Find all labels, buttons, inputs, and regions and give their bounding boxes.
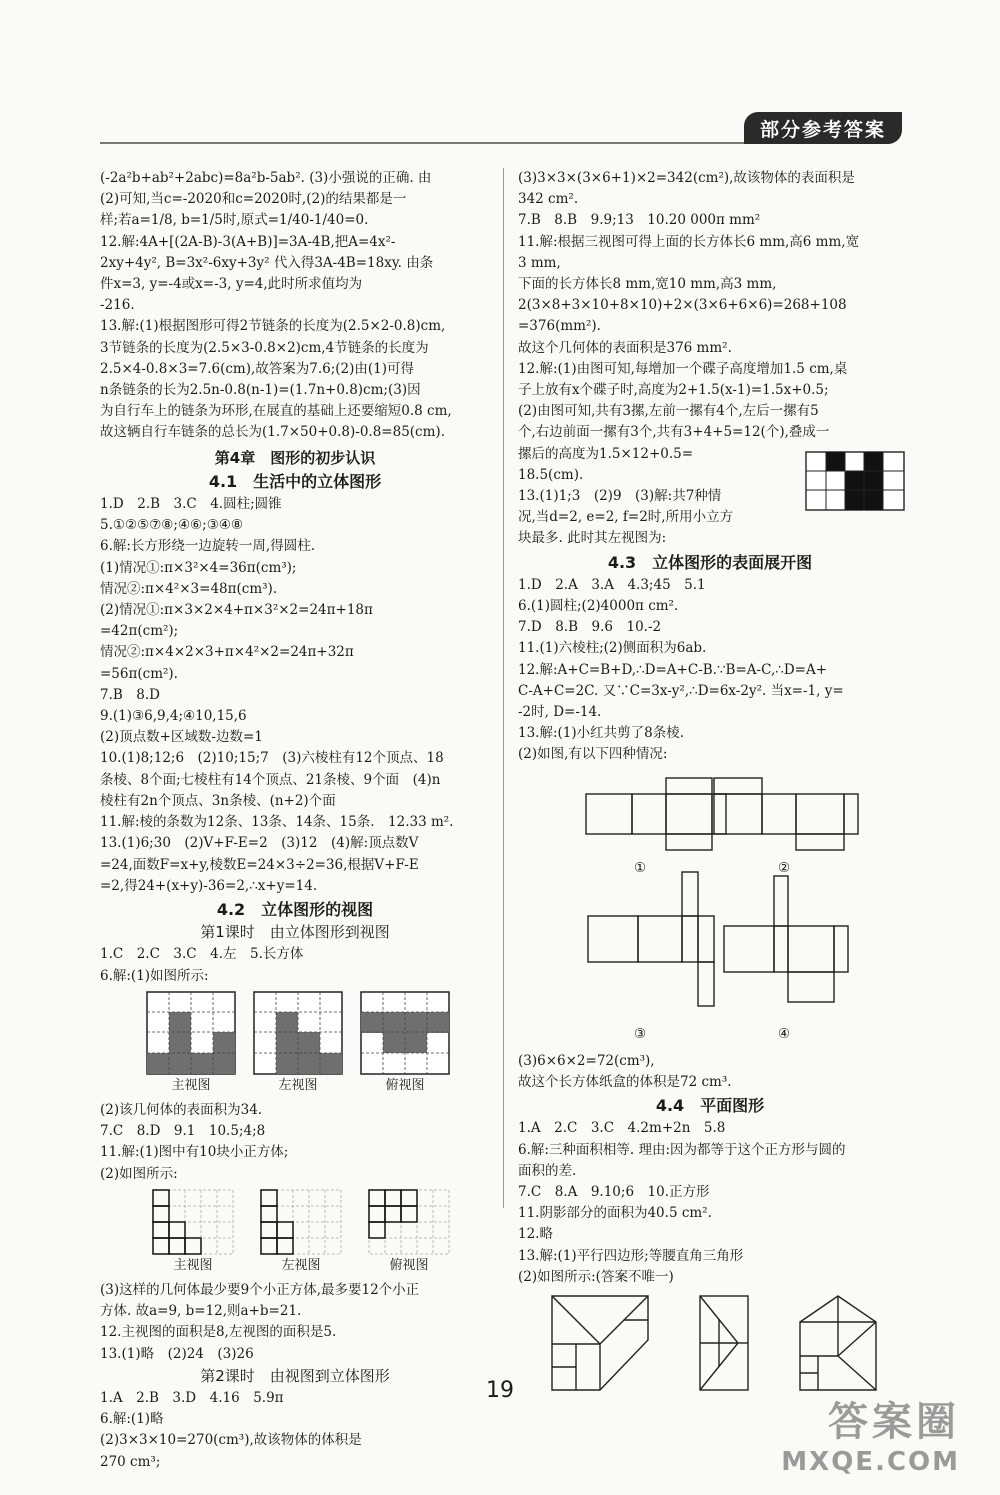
text-line: 1.D 2.B 3.C 4.圆柱;圆锥 (100, 496, 282, 513)
watermark (781, 1390, 960, 1477)
text-line: 7.C 8.A 9.10;6 10.正方形 (518, 1183, 710, 1200)
text-line: 342 cm². (518, 191, 579, 208)
left-view-figure-2 (260, 1189, 342, 1276)
text-line: 情况②:π×4²×3=48π(cm³). (100, 580, 278, 597)
text-line: 棱柱有2n个顶点、3n条棱、(n+2)个面 (100, 792, 336, 809)
text-line: 2.5×4-0.8×3=7.6(cm),故答案为7.6;(2)由(1)可得 (100, 360, 415, 377)
top-view-figure (360, 991, 450, 1096)
text-line: (1)情况①:π×3²×4=36π(cm³); (100, 559, 297, 576)
text-line: 1.A 2.B 3.D 4.16 5.9π (100, 1389, 284, 1406)
header-rule (100, 142, 745, 144)
text-line: n条链条的长为2.5n-0.8(n-1)=(1.7n+0.8)cm;(3)因 (100, 382, 421, 399)
text-line: 2xy+4y², B=3x²-6xy+3y² 代入得3A-4B=18xy. 由条 (100, 254, 434, 271)
net-label-3: ③ (634, 1025, 647, 1042)
text-line: 个,右边前面一摞有3个,共有3+4+5=12(个),叠成一 (518, 424, 830, 441)
nets-drawing (518, 766, 902, 1051)
watermark-logo: 答案圈 (828, 1399, 960, 1445)
top-view-caption: 俯视图 (385, 1077, 425, 1093)
text-line: =2,得24+(x+y)-36=2,∴x+y=14. (100, 877, 318, 894)
text-line: (2)如图所示:(答案不唯一) (518, 1268, 674, 1285)
text-line: 故这辆自行车链条的总长为(1.7×50+0.8)-0.8=85(cm). (100, 424, 445, 441)
text-line: 故这个长方体纸盒的体积是72 cm³. (518, 1073, 732, 1090)
left-view-answer-figure (805, 451, 905, 515)
top-view-caption-2: 俯视图 (389, 1257, 429, 1273)
text-line: (3)6×6×2=72(cm³), (518, 1052, 655, 1069)
text-line: 6.解:长方形绕一边旋转一周,得圆柱. (100, 538, 316, 555)
text-line: 6.(1)圆柱;(2)4000π cm². (518, 598, 679, 615)
text-line: 13.(1)6;30 (2)V+F-E=2 (3)12 (4)解:顶点数V (100, 835, 419, 852)
text-line: 下面的长方体长8 mm,宽10 mm,高3 mm, (518, 276, 777, 293)
text-line: (2)如图所示: (100, 1165, 178, 1182)
text-line: 7.B 8.B 9.9;13 10.20 000π mm² (518, 212, 761, 229)
left-view-caption: 左视图 (278, 1077, 318, 1093)
top-view-grid (360, 991, 450, 1075)
text-line: =56π(cm²). (100, 665, 178, 682)
text-line: 摞后的高度为1.5×12+0.5= (518, 445, 694, 462)
text-line: =376(mm²). (518, 318, 601, 335)
text-line: (2)如图,有以下四种情况: (518, 746, 668, 763)
front-view-figure (146, 991, 236, 1096)
text-line: 件x=3, y=-4或x=-3, y=4,此时所求值均为 (100, 276, 363, 293)
text-line: =42π(cm²); (100, 623, 179, 640)
text-line: (3)3×3×(3×6+1)×2=342(cm²),故该物体的表面积是 (518, 170, 855, 186)
text-line: 3 mm, (518, 254, 561, 271)
page-number: 19 (486, 1378, 514, 1403)
text-line: (2)由图可知,共有3摞,左前一摞有4个,左后一摞有5 (518, 403, 819, 420)
left-view-grid-2 (260, 1189, 342, 1255)
text-line: 11.阴影部分的面积为40.5 cm². (518, 1205, 712, 1222)
lesson-title-1: 第1课时 由立体图形到视图 (200, 923, 390, 942)
text-line: 12.主视图的面积是8,左视图的面积是5. (100, 1324, 337, 1341)
text-line: 11.(1)六棱柱;(2)侧面积为6ab. (518, 640, 707, 657)
chapter-title: 第4章 图形的初步认识 (214, 448, 376, 467)
text-line: (2)可知,当c=-2020和c=2020时,(2)的结果都是一 (100, 191, 407, 208)
text-line: 13.(1)1;3 (2)9 (3)解:共7种情 (518, 488, 722, 505)
section-title-4-4: 4.4 平面图形 (655, 1096, 765, 1116)
text-line: 1.C 2.C 3.C 4.左 5.长方体 (100, 946, 304, 963)
text-line: (2)3×3×10=270(cm³),故该物体的体积是 (100, 1432, 362, 1449)
front-view-figure-2 (152, 1189, 234, 1276)
top-view-figure-2 (368, 1189, 450, 1276)
text-line: 18.5(cm). (518, 466, 584, 483)
text-line: 12.略 (518, 1226, 553, 1243)
text-line: (3)这样的几何体最少要9个小正方体,最多要12个小正 (100, 1281, 420, 1298)
front-view-caption-2: 主视图 (173, 1257, 213, 1273)
text-line: 块最多. 此时其左视图为: (518, 530, 667, 547)
views-figure-2 (100, 1189, 490, 1276)
left-view-caption-2: 左视图 (281, 1257, 321, 1273)
section-title-4-3: 4.3 立体图形的表面展开图 (607, 552, 813, 572)
left-column (100, 168, 490, 1473)
text-line: 面积的差. (518, 1162, 577, 1179)
text-line: 12.解:A+C=B+D,∴D=A+C-B.∵B=A-C,∴D=A+ (518, 661, 828, 678)
text-line: 11.解:根据三视图可得上面的长方体长6 mm,高6 mm,宽 (518, 233, 860, 250)
left-view-grid (253, 991, 343, 1075)
text-line: 6.解:(1)如图所示: (100, 967, 209, 984)
net-label-1: ① (634, 859, 647, 876)
text-line: 条棱、8个面;七棱柱有14个顶点、21条棱、9个面 (4)n (100, 771, 441, 788)
text-line: 9.(1)③6,9,4;④10,15,6 (100, 708, 247, 725)
text-line: -216. (100, 297, 135, 314)
front-view-grid (146, 991, 236, 1075)
nets-figure (518, 766, 902, 1051)
text-line: 6.解:三种面积相等. 理由:因为都等于这个正方形与圆的 (518, 1141, 846, 1158)
text-line: 13.解:(1)根据图形可得2节链条的长度为(2.5×2-0.8)cm, (100, 318, 446, 335)
text-line: (2)情况①:π×3×2×4+π×3²×2=24π+18π (100, 602, 373, 619)
text-line: 7.B 8.D (100, 686, 161, 703)
left-top-block (100, 168, 490, 444)
text-line: 7.C 8.D 9.1 10.5;4;8 (100, 1123, 266, 1140)
text-line: 13.解:(1)小红共剪了8条棱. (518, 725, 685, 742)
watermark-url: MXQE.COM (781, 1447, 960, 1477)
text-line: 12.解:4A+[(2A-B)-3(A+B)]=3A-4B,把A=4x²- (100, 233, 396, 250)
text-line: (2)顶点数+区域数-边数=1 (100, 729, 263, 746)
lesson-title-2: 第2课时 由视图到立体图形 (200, 1366, 390, 1385)
text-line: =24,面数F=x+y,棱数E=24×3÷2=36,根据V+F-E (100, 856, 419, 873)
text-line: 7.D 8.B 9.6 10.-2 (518, 619, 662, 636)
views-figure-1 (100, 991, 490, 1096)
text-line: 子上放有x个碟子时,高度为2+1.5(x-1)=1.5x+0.5; (518, 382, 829, 399)
text-line: -2时, D=-14. (518, 704, 602, 721)
net-label-4: ④ (778, 1025, 791, 1042)
section-title-4-2: 4.2 立体图形的视图 (216, 899, 374, 919)
text-line: 270 cm³; (100, 1453, 161, 1470)
text-line: (-2a²b+ab²+2abc)=8a²b-5ab². (3)小强说的正确. 由 (100, 170, 432, 186)
text-line: 11.解:棱的条数为12条、13条、14条、15条. 12.33 m². (100, 814, 454, 831)
text-line: 11.解:(1)图中有10块小正方体; (100, 1144, 289, 1161)
text-line: 5.①②⑤⑦⑧;④⑥;③④⑧ (100, 517, 244, 534)
text-line: 况,当d=2, e=2, f=2时,所用小立方 (518, 509, 734, 526)
text-line: 6.解:(1)略 (100, 1411, 164, 1428)
section-title-4-1: 4.1 生活中的立体图形 (208, 471, 382, 491)
text-line: 12.解:(1)由图可知,每增加一个碟子高度增加1.5 cm,桌 (518, 360, 848, 377)
left-view-figure (253, 991, 343, 1096)
text-line: 13.解:(1)平行四边形;等腰直角三角形 (518, 1247, 744, 1264)
front-view-caption: 主视图 (171, 1077, 211, 1093)
text-line: 3节链条的长度为(2.5×3-0.8×2)cm,4节链条的长度为 (100, 339, 429, 356)
text-line: 样;若a=1/8, b=1/5时,原式=1/40-1/40=0. (100, 212, 369, 229)
text-line: 情况②:π×4×2×3+π×4²×2=24π+32π (100, 644, 354, 661)
text-line: 为自行车上的链条为环形,在展直的基础上还要缩短0.8 cm, (100, 403, 452, 420)
left-view-answer-grid (805, 451, 905, 511)
net-label-2: ② (778, 859, 791, 876)
text-line: 1.D 2.A 3.A 4.3;45 5.1 (518, 576, 706, 593)
text-line: (2)该几何体的表面积为34. (100, 1101, 263, 1118)
top-view-grid-2 (368, 1189, 450, 1255)
text-line: 1.A 2.C 3.C 4.2m+2n 5.8 (518, 1120, 726, 1137)
text-line: 故这个几何体的表面积是376 mm². (518, 339, 732, 356)
text-line: C-A+C=2C. 又∵C=3x-y²,∴D=6x-2y². 当x=-1, y= (518, 682, 844, 699)
text-line: 13.(1)略 (2)24 (3)26 (100, 1345, 254, 1362)
column-divider (503, 168, 504, 1208)
text-line: 10.(1)8;12;6 (2)10;15;7 (3)六棱柱有12个顶点、18 (100, 750, 444, 767)
right-column (518, 168, 902, 1401)
text-line: 2(3×8+3×10+8×10)+2×(3×6+6×6)=268+108 (518, 297, 847, 314)
section-4-1-answers (100, 494, 490, 897)
front-view-grid-2 (152, 1189, 234, 1255)
section-banner: 部分参考答案 (744, 112, 902, 144)
text-line: 方体. 故a=9, b=12,则a+b=21. (100, 1303, 302, 1320)
